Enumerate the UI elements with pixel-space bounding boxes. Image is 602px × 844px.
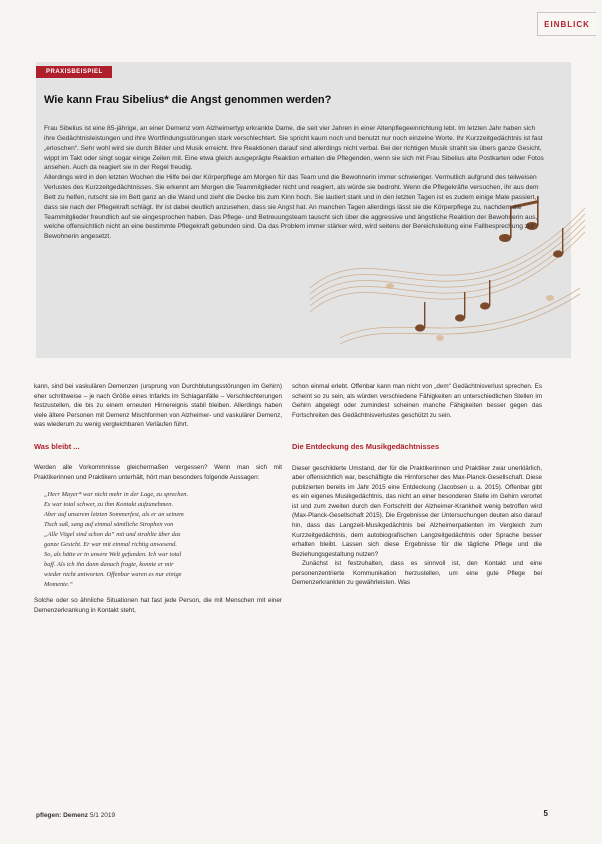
quote-block bbox=[34, 490, 282, 590]
section-tab-label: EINBLICK bbox=[544, 19, 590, 29]
quote-line: wieder nicht antworten. Offenbar waren es nur einige bbox=[44, 571, 182, 579]
heading-was-bleibt: Was bleibt ... bbox=[34, 441, 80, 451]
section-tab bbox=[537, 12, 596, 36]
right-body: Dieser geschilderte Umstand, der für die Praktikerinnen und Praktiker zwar unerklärlich, aber offensichtlich war, beschäftigte die Hirnforscher des Max-Planck-Gesellschaft. Diese publizierten bereits im Jahr 2015 eine Entdeckung (Jacobsen u. a. 2015). Offenbar gibt es ein eigenes Musikgedächtnis, das nicht an einer besonderen Stelle im Gehirn verortet ist und zum zweiten durch den Fortschritt der Alzheimer-Krankheit wenig betroffen wird (Max-Planck-Gesellschaft 2015). Die Ergebnisse der Untersuchungen deuten also darauf hin, dass das Langzeit-Musikgedächtnis bei Alzheimerpatienten im Vergleich zum Kurzzeitgedächtnis, dem autobiografischen Langzeitgedächtnis oder Sprache besser erhalten bleibt. Lassen sich diese Ergebnisse für die tägliche Pflege und die Beziehungsgestaltung nutzen? bbox=[292, 464, 542, 558]
heading-musikgedaechtnis: Die Entdeckung des Musikgedächtnisses bbox=[292, 442, 440, 452]
magazine-name: pflegen: Demenz bbox=[36, 812, 89, 819]
quote-line: Aber auf unserem letzten Sommerfest, als er an seinem bbox=[44, 511, 184, 519]
quote-line: ganze Gesicht. Er war mit einmal richtig anwesend. bbox=[44, 541, 177, 549]
issue-number: 5/1 2019 bbox=[89, 812, 116, 819]
quote-line: „Alle Vögel sind schon da“ mit und strahlte über das bbox=[44, 531, 181, 539]
praxis-paragraph: Allerdings wird in den letzten Wochen die Hilfe bei der Körperpflege am Morgen für das Team und die Bewohnerin immer schwieriger. Vermutlich aufgrund des teilweisen Verlustes des Kurzzeitgedächtnisses. Sie erkennt am Morgen die Teammitglieder nicht und reagiert, als würde sie bedroht. Wenn die Pflegekräfte versuchen, ihr aus dem Bett zu helfen, rutscht sie im Bett ganz an die Wand und zieht die Decke bis zum Kinn hoch. Sie lautiert stark und in den letzten Tagen ist es zudem einige Male passiert, dass sie nach der Pflegekraft schlägt. Ihr ist dabei deutlich anzusehen, dass sie Angst hat. An manchen Tagen allerdings lässt sie die Körperpflege zu, nachdem die Teammitglieder freundlich auf sie eingesprochen haben. Das Pflege- und Betreuungsteam tauscht sich über die aggressive und ängstliche Reaktion der Bewohnerin aus, welche offensichtlich nicht an eine bestimmte Pflegekraft gebunden sind. Da das Problem immer stärker wird, wird seitens der Bereichsleitung eine Fallbesprechung zur Bewohnerin angesetzt. bbox=[44, 174, 539, 241]
left-intro: kann, sind bei vaskulären Demenzen (ursprung von Durchblutungsstörungen im Gehirn) eher schrittweise – je nach Größe eines Infarkts im Schlaganfälle – Verschlechterungen festzustellen, die bis zu einem erneuten Hirnereignis stabil bleiben. Allerdings haben viele ältere Personen mit Demenz Mischformen von Alzheimer- und vaskulärer Demenz, was wiederum zu wenig vergleichbaren Verläufen führt. bbox=[34, 383, 282, 429]
left-after-quote: Solche oder so ähnliche Situationen hat fast jede Person, die mit Menschen mit einer Demenzerkrankung in Kontakt steht, bbox=[34, 597, 282, 614]
praxis-paragraph: Frau Sibelius ist eine 85-jährige, an einer Demenz vom Alzheimertyp erkrankte Dame, die seit vier Jahren in einer Altenpflegeeinrichtung lebt. Im letzten Jahr haben sich ihre Gedächtnisleistungen und ihre Wortfindungsstörungen stark verschlechtert. Sie spricht kaum noch und benutzt nur noch einzelne Worte. Ihr Kurzzeitgedächtnis ist fast „erloschen“. Sehr wohl wird sie durch Bilder und Musik erreicht. Ihre Reaktionen darauf sind allerdings nicht verbal. Bei der richtigen Musik strahlt sie übers ganze Gesicht, wippt im Takt oder singt sogar einige Zeilen mit. Eine etwa gleich ausgeprägte Reaktion erhalten die Pflegenden, wenn sie sich mit Frau Sibelius alte Postkarten oder Fotos ansehen. Auch da reagiert sie in der Regel freudig. bbox=[44, 125, 544, 172]
quote-line: Momente.“ bbox=[44, 581, 73, 589]
quote-line: So, als hätte er in unsere Welt gefunden. Ich war total bbox=[44, 551, 182, 559]
quote-line: „Herr Mayer* war nicht mehr in der Lage, zu sprechen. bbox=[44, 491, 189, 499]
footer-magazine bbox=[36, 812, 115, 819]
right-column bbox=[292, 382, 542, 588]
left-body: Werden alle Vorkommnisse gleichermaßen vergessen? Wenn man sich mit Praktikerinnen und Praktikern unterhält, hört man besonders folgende Aussagen: bbox=[34, 464, 282, 481]
right-body-2: Zunächst ist festzuhalten, dass es sinnvoll ist, den Kontakt und eine personenzentrierte Kommunikation herzustellen, um eine gute Pflege bei Demenzerkrankten zu gewährleisten. Was bbox=[292, 560, 542, 587]
left-column bbox=[34, 382, 282, 615]
praxis-title: Wie kann Frau Sibelius* die Angst genommen werden? bbox=[44, 94, 332, 106]
quote-line: baff. Als ich ihn dann danach fragte, konnte er mir bbox=[44, 561, 174, 569]
quote-line: Tisch saß, sang auf einmal sämtliche Strophen von bbox=[44, 521, 174, 529]
praxis-text bbox=[44, 124, 544, 242]
right-intro: schon einmal erlebt. Offenbar kann man nicht von „dem“ Gedächtnisverlust sprechen. Es scheint so zu sein, als würden verschiedene Fähigkeiten an unterschiedlichen Stellen im Gehirn abgelegt oder zumindest scheinen manche Fähigkeiten besser gegen das Fortschreiten des Gedächtnisverlustes geschützt zu sein. bbox=[292, 383, 542, 419]
praxis-badge: PRAXISBEISPIEL bbox=[36, 66, 112, 78]
page-number: 5 bbox=[543, 809, 548, 818]
quote-line: Es war total schwer, zu ihm Kontakt aufzunehmen. bbox=[44, 501, 174, 509]
